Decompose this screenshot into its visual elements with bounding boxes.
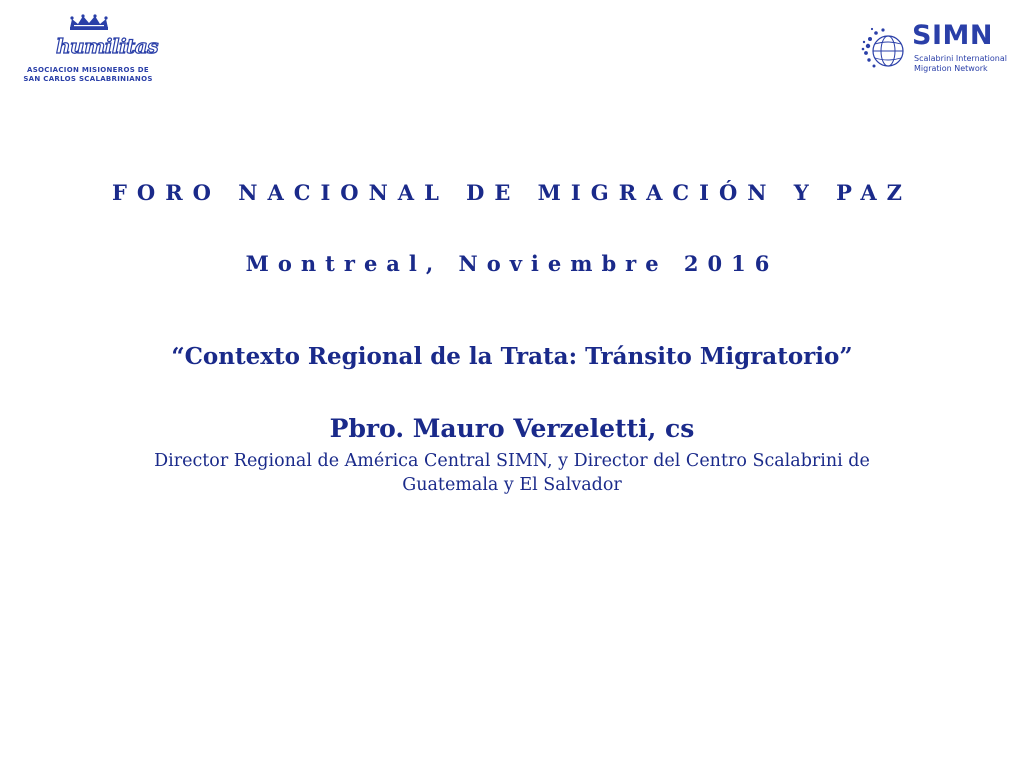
humilitas-wordmark: humilitas — [56, 34, 158, 58]
event-date: Montreal, Noviembre 2016 — [245, 251, 779, 276]
speaker-role-line2: Guatemala y El Salvador — [402, 475, 622, 495]
simn-subtitle-line2: Migration Network — [914, 64, 988, 73]
association-name-line1: ASOCIACION MISIONEROS DE — [27, 66, 149, 74]
simn-subtitle-line1: Scalabrini International — [914, 54, 1007, 63]
association-name-line2: SAN CARLOS SCALABRINIANOS — [23, 75, 153, 83]
speaker-role-line1: Director Regional de América Central SIMN, y Director del Centro Scalabrini de — [154, 451, 870, 471]
simn-logo — [860, 22, 1010, 82]
globe-swirl-icon — [860, 24, 912, 76]
speaker-role — [112, 449, 912, 497]
event-title: FORO NACIONAL DE MIGRACIÓN Y PAZ — [112, 180, 912, 205]
simn-wordmark: SIMN — [912, 20, 993, 51]
talk-title: “Contexto Regional de la Trata: Tránsito Migratorio” — [171, 343, 853, 370]
humilitas-logo — [18, 14, 158, 84]
speaker-name: Pbro. Mauro Verzeletti, cs — [329, 414, 695, 443]
